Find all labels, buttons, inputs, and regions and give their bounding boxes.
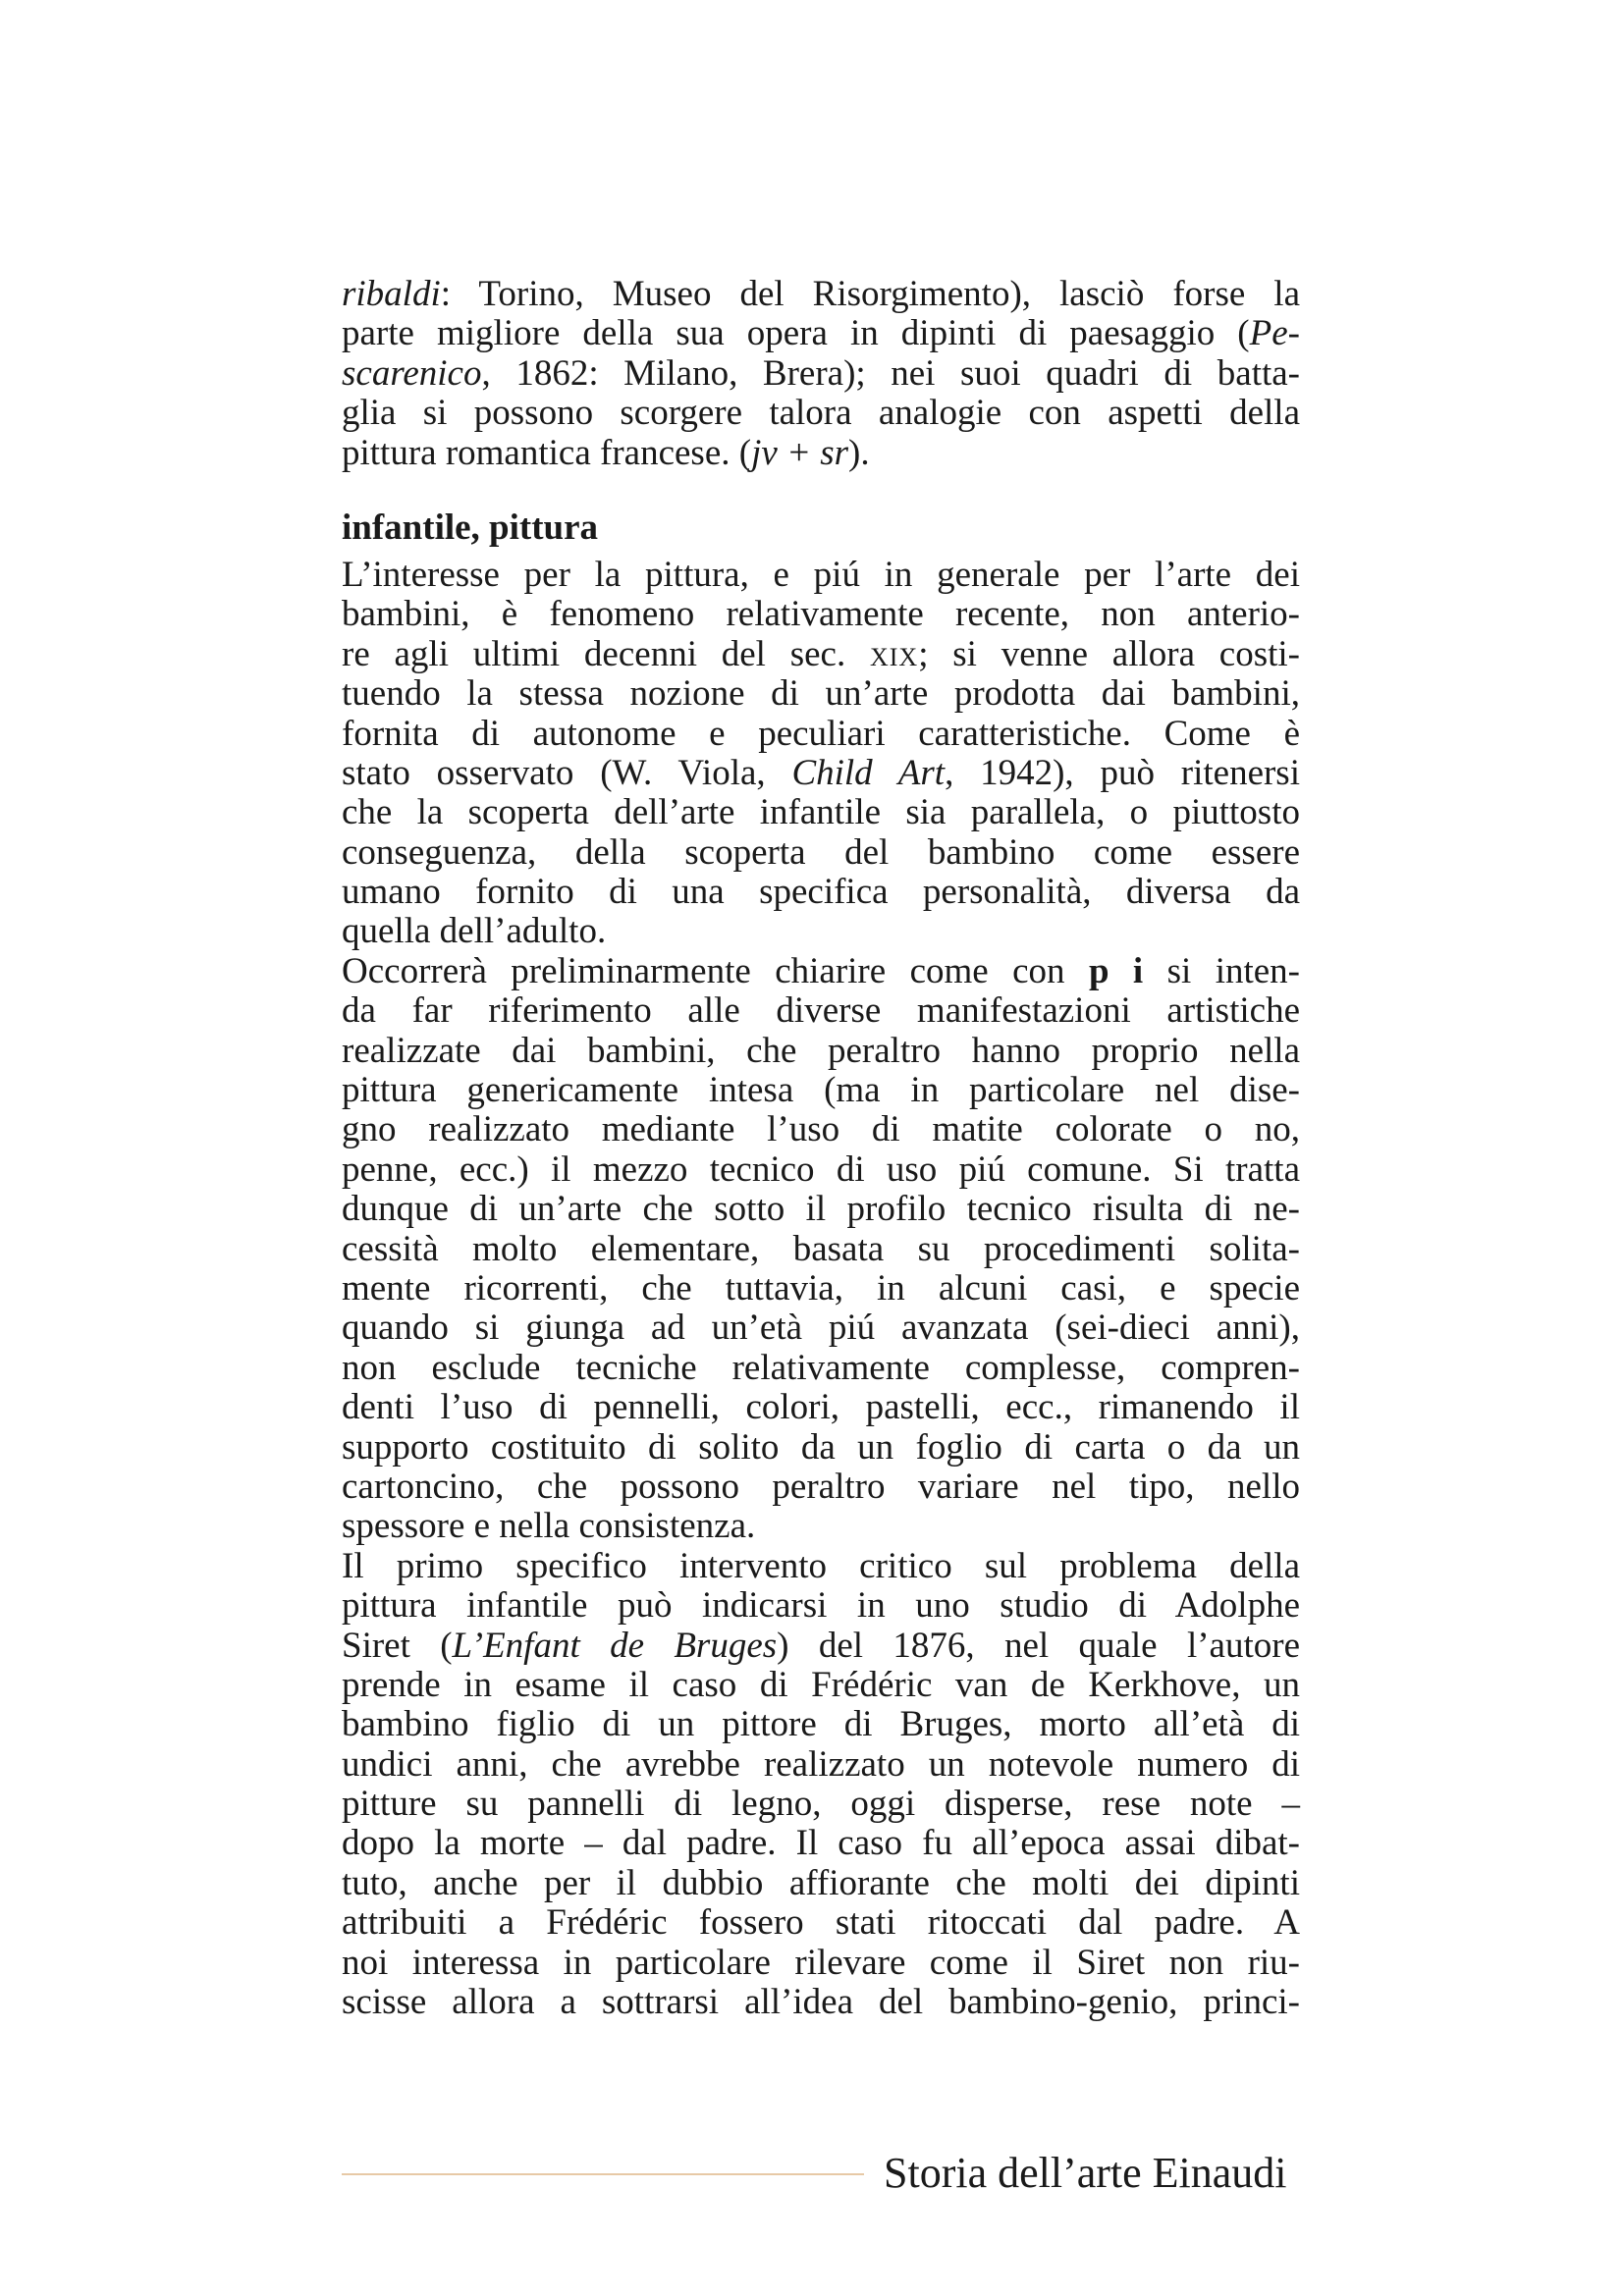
- entry-heading: infantile, pittura: [342, 507, 599, 548]
- text-line: fornita di autonome e peculiari caratteristiche. Come è: [342, 713, 1300, 754]
- text-line: supporto costituito di solito da un foglio di carta o da un: [342, 1426, 1300, 1468]
- text-line: pittura romantica francese. (jv + sr).: [342, 432, 870, 473]
- text-line: dopo la morte – dal padre. Il caso fu all’epoca assai dibat-: [342, 1823, 1300, 1864]
- text-line: attribuiti a Frédéric fossero stati ritoccati dal padre. A: [342, 1902, 1300, 1944]
- text-line: conseguenza, della scoperta del bambino come essere: [342, 831, 1300, 873]
- main-text: [342, 275, 1300, 2022]
- text-line: umano fornito di una specifica personalità, diversa da: [342, 872, 1300, 913]
- text-line: pittura genericamente intesa (ma in particolare nel dise-: [342, 1070, 1300, 1111]
- text-line: glia si possono scorgere talora analogie con aspetti della: [342, 393, 1300, 434]
- text-line: gno realizzato mediante l’uso di matite colorate o no,: [342, 1109, 1300, 1150]
- intro-paragraph: [342, 275, 1300, 473]
- text-line: bambini, è fenomeno relativamente recente, non anterio-: [342, 594, 1300, 635]
- text-line: denti l’uso di pennelli, colori, pastelli, ecc., rimanendo il: [342, 1387, 1300, 1428]
- text-line: cartoncino, che possono peraltro variare nel tipo, nello: [342, 1466, 1300, 1507]
- text-line: dunque di un’arte che sotto il profilo tecnico risulta di ne-: [342, 1189, 1300, 1230]
- text-line: bambino figlio di un pittore di Bruges, morto all’età di: [342, 1704, 1300, 1745]
- text-line: undici anni, che avrebbe realizzato un notevole numero di: [342, 1743, 1300, 1785]
- text-line: cessità molto elementare, basata su procedimenti solita-: [342, 1228, 1300, 1269]
- paragraph-1: [342, 556, 1300, 952]
- text-line: Occorrerà preliminarmente chiarire come con p i si inten-: [342, 950, 1300, 991]
- paragraph-3: [342, 1547, 1300, 2023]
- text-line: spessore e nella consistenza.: [342, 1506, 756, 1547]
- text-line: non esclude tecniche relativamente complesse, compren-: [342, 1347, 1300, 1388]
- footer-rule: [342, 2173, 864, 2175]
- footer-title: Storia dell’arte Einaudi: [884, 2149, 1287, 2197]
- text-line: realizzate dai bambini, che peraltro hanno proprio nella: [342, 1030, 1300, 1071]
- text-line: noi interessa in particolare rilevare come il Siret non riu-: [342, 1942, 1300, 1983]
- text-line: scarenico, 1862: Milano, Brera); nei suoi quadri di batta-: [342, 352, 1300, 394]
- text-line: tuto, anche per il dubbio affiorante che molti dei dipinti: [342, 1862, 1300, 1903]
- text-line: parte migliore della sua opera in dipinti di paesaggio (Pe-: [342, 313, 1300, 354]
- text-line: quella dell’adulto.: [342, 911, 607, 952]
- paragraph-2: [342, 952, 1300, 1547]
- text-line: re agli ultimi decenni del sec. xix; si venne allora costi-: [342, 633, 1301, 674]
- text-line: tuendo la stessa nozione di un’arte prodotta dai bambini,: [342, 673, 1300, 715]
- text-line: L’interesse per la pittura, e piú in generale per l’arte dei: [342, 554, 1300, 595]
- text-line: penne, ecc.) il mezzo tecnico di uso piú comune. Si tratta: [342, 1148, 1300, 1190]
- text-line: pittura infantile può indicarsi in uno studio di Adolphe: [342, 1585, 1300, 1627]
- text-line: da far riferimento alle diverse manifestazioni artistiche: [342, 990, 1300, 1032]
- text-line: stato osservato (W. Viola, Child Art, 1942), può ritenersi: [342, 752, 1300, 793]
- text-line: ribaldi: Torino, Museo del Risorgimento), lasciò forse la: [342, 274, 1300, 314]
- text-line: prende in esame il caso di Frédéric van de Kerkhove, un: [342, 1664, 1300, 1705]
- text-line: che la scoperta dell’arte infantile sia parallela, o piuttosto: [342, 792, 1300, 833]
- text-line: mente ricorrenti, che tuttavia, in alcuni casi, e specie: [342, 1267, 1300, 1308]
- text-line: scisse allora a sottrarsi all’idea del bambino-genio, princi-: [342, 1982, 1300, 2023]
- text-line: quando si giunga ad un’età piú avanzata (sei-dieci anni),: [342, 1308, 1300, 1349]
- text-line: Il primo specifico intervento critico sul problema della: [342, 1545, 1300, 1586]
- text-line: Siret (L’Enfant de Bruges) del 1876, nel quale l’autore: [342, 1625, 1300, 1666]
- text-line: pitture su pannelli di legno, oggi disperse, rese note –: [342, 1784, 1300, 1825]
